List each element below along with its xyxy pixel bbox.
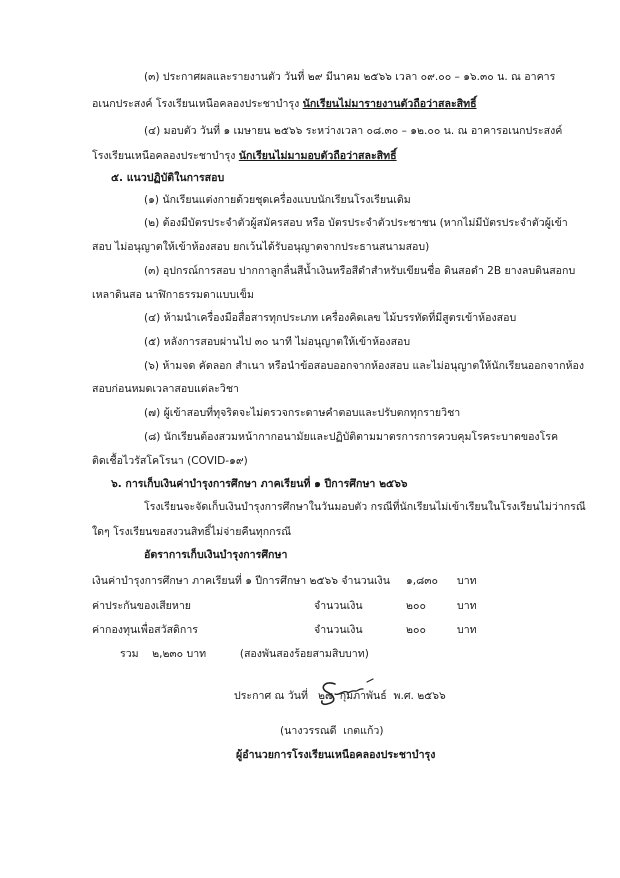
fee-row-2-unit: บาท (457, 600, 477, 612)
s4-item3-underlined: นักเรียนไม่มารายงานตัวถือว่าสละสิทธิ์ (302, 98, 477, 110)
signer-position: ผู้อำนวยการโรงเรียนเหนือคลองประชาบำรุง (236, 749, 436, 761)
s5-item6-line2: สอบก่อนหมดเวลาสอบแต่ละวิชา (92, 383, 239, 395)
s5-item4: (๔) ห้ามนำเครื่องมือสื่อสารทุกประเภท เครื่องคิดเลข ไม้บรรทัดที่มีสูตรเข้าห้องสอบ (144, 312, 517, 324)
s5-item5: (๕) หลังการสอบผ่านไป ๓๐ นาที ไม่อนุญาตให้เข้าห้องสอบ (144, 336, 411, 348)
s4-item3-text: อเนกประสงค์ โรงเรียนเหนือคลองประชาบำรุง (92, 98, 303, 110)
s4-item3-line2 (92, 97, 477, 111)
s4-item4-text: โรงเรียนเหนือคลองประชาบำรุง (92, 150, 239, 162)
s4-item4-underlined: นักเรียนไม่มามอบตัวถือว่าสละสิทธิ์ (238, 150, 397, 162)
s5-heading: ๕. แนวปฏิบัติในการสอบ (111, 172, 225, 184)
s4-item4-line1: (๔) มอบตัว วันที่ ๑ เมษายน ๒๕๖๖ ระหว่างเวลา ๐๘.๓๐ – ๑๒.๐๐ น. ณ อาคารอเนกประสงค์ (144, 125, 563, 137)
s4-item3-line1: (๓) ประกาศผลและรายงานตัว วันที่ ๒๙ มีนาคม ๒๕๖๖ เวลา ๐๙.๐๐ – ๑๖.๓๐ น. ณ อาคาร (144, 71, 556, 83)
s5-item3-line1: (๓) อุปกรณ์การสอบ ปากกาลูกลื่นสีน้ำเงินหรือสีดำสำหรับเขียนชื่อ ดินสอดำ 2B ยางลบดินสอกบ (144, 265, 576, 277)
s4-item4-line2 (92, 149, 397, 163)
s5-item3-line2: เหลาดินสอ นาฬิกาธรรมดาแบบเข็ม (92, 289, 254, 301)
signer-name: (นางวรรณดี เกตแก้ว) (280, 725, 384, 737)
s5-item8-line2: ติดเชื้อไวรัสโคโรนา (COVID-๑๙) (92, 455, 248, 467)
s5-item7: (๗) ผู้เข้าสอบที่ทุจริตจะไม่ตรวจกระดาษคำตอบและปรับตกทุกรายวิชา (144, 407, 461, 419)
s5-item8-line1: (๘) นักเรียนต้องสวมหน้ากากอนามัยและปฏิบัติตามมาตรการการควบคุมโรคระบาดของโรค (144, 431, 559, 443)
fee-row-2-label: ค่าประกันของเสียหาย (92, 600, 192, 612)
fee-row-3-amount: ๒๐๐ (406, 624, 426, 636)
s6-para-line2: ใดๆ โรงเรียนขอสงวนสิทธิ์ไม่จ่ายคืนทุกกรณี (92, 526, 292, 538)
announcement-date: ประกาศ ณ วันที่ ๒๗ กุมภาพันธ์ พ.ศ. ๒๕๖๖ (234, 690, 446, 702)
s5-item2-line1: (๒) ต้องมีบัตรประจำตัวผู้สมัครสอบ หรือ บัตรประจำตัวประชาชน (หากไม่มีบัตรประจำตัวผู้เข้า (144, 217, 568, 229)
fee-total: รวม ๒,๒๓๐ บาท (สองพันสองร้อยสามสิบบาท) (120, 648, 369, 660)
s6-para-line1: โรงเรียนจะจัดเก็บเงินบำรุงการศึกษาในวันมอบตัว กรณีที่นักเรียนไม่เข้าเรียนในโรงเรียนไม่ว่ากรณี (144, 501, 586, 513)
fee-row-1-amount: ๑,๘๓๐ (406, 575, 438, 587)
s6-rate-heading: อัตราการเก็บเงินบำรุงการศึกษา (144, 549, 288, 561)
fee-row-2-amount: ๒๐๐ (406, 600, 426, 612)
fee-row-1-unit: บาท (457, 575, 477, 587)
fee-row-3-label: ค่ากองทุนเพื่อสวัสดิการ (92, 624, 198, 636)
s6-heading: ๖. การเก็บเงินค่าบำรุงการศึกษา ภาคเรียนที่ ๑ ปีการศึกษา ๒๕๖๖ (111, 478, 408, 490)
fee-row-3-amount-label: จำนวนเงิน (314, 624, 363, 636)
signature-image (315, 676, 385, 710)
s5-item2-line2: สอบ ไม่อนุญาตให้เข้าห้องสอบ ยกเว้นได้รับอนุญาตจากประธานสนามสอบ) (92, 241, 430, 253)
s5-item6-line1: (๖) ห้ามจด คัดลอก สำเนา หรือนำข้อสอบออกจากห้องสอบ และไม่อนุญาตให้นักเรียนออกจากห้อง (144, 360, 585, 372)
fee-row-2-amount-label: จำนวนเงิน (314, 600, 363, 612)
fee-row-3-unit: บาท (457, 624, 477, 636)
s5-item1: (๑) นักเรียนแต่งกายด้วยชุดเครื่องแบบนักเรียนโรงเรียนเดิม (144, 194, 411, 206)
fee-row-1-label: เงินค่าบำรุงการศึกษา ภาคเรียนที่ ๑ ปีการศึกษา ๒๕๖๖ จำนวนเงิน (92, 575, 390, 587)
